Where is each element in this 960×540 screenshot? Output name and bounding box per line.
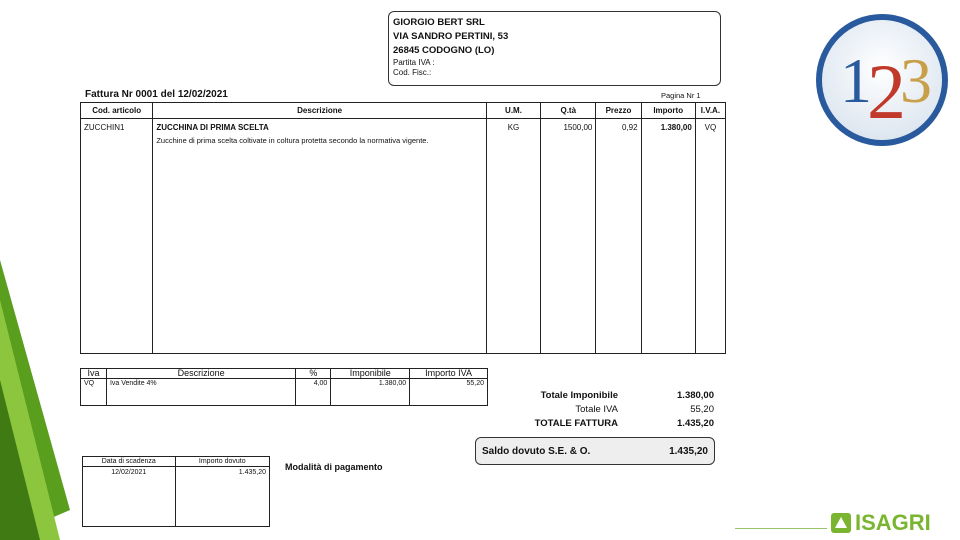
isagri-logo-text: ISAGRI xyxy=(855,510,931,535)
item-qty: 1500,00 xyxy=(541,119,596,354)
total-taxable-row xyxy=(500,389,714,403)
table-row xyxy=(83,467,270,527)
balance-due-box xyxy=(475,437,715,465)
vat-summary-table xyxy=(80,368,488,406)
item-unit: KG xyxy=(486,119,540,354)
vat-amount: 55,20 xyxy=(410,379,488,406)
isagri-divider-line xyxy=(735,528,827,529)
vat-description: Iva Vendite 4% xyxy=(106,379,295,406)
item-amount: 1.380,00 xyxy=(641,119,695,354)
svg-text:2: 2 xyxy=(867,48,906,135)
due-amount: 1.435,20 xyxy=(175,467,269,527)
item-vat: VQ xyxy=(695,119,725,354)
total-vat-label: Totale IVA xyxy=(575,404,618,415)
customer-name: GIORGIO BERT SRL xyxy=(393,17,485,28)
item-code: ZUCCHIN1 xyxy=(81,119,153,354)
vat-percent: 4,00 xyxy=(296,379,331,406)
item-description: ZUCCHINA DI PRIMA SCELTA xyxy=(156,123,269,132)
svg-text:3: 3 xyxy=(900,45,932,116)
header-vat: I.V.A. xyxy=(695,103,725,119)
balance-value: 1.435,20 xyxy=(669,445,708,457)
svg-text:1: 1 xyxy=(840,45,872,116)
due-header-amount: Importo dovuto xyxy=(175,457,269,467)
header-qty: Q.tà xyxy=(541,103,596,119)
123-logo-icon xyxy=(812,10,952,150)
header-amount: Importo xyxy=(641,103,695,119)
header-description: Descrizione xyxy=(153,103,487,119)
items-table xyxy=(80,102,726,354)
total-taxable-label: Totale Imponibile xyxy=(540,390,618,401)
due-table-header xyxy=(83,457,270,467)
isagri-leaf-icon xyxy=(830,512,852,534)
table-row xyxy=(81,379,488,406)
due-header-date: Data di scadenza xyxy=(83,457,176,467)
totals-block xyxy=(500,389,714,431)
vat-header-code: Iva xyxy=(81,369,107,379)
header-price: Prezzo xyxy=(596,103,641,119)
item-description-extra: Zucchine di prima scelta coltivate in coltura protetta secondo la normativa vigente. xyxy=(156,136,429,145)
customer-address: VIA SANDRO PERTINI, 53 xyxy=(393,31,509,42)
items-table-header xyxy=(81,103,726,119)
green-leaves-decoration xyxy=(0,260,80,540)
total-invoice-row xyxy=(500,417,714,431)
vat-header-amount: Importo IVA xyxy=(410,369,488,379)
vat-header-taxable: Imponibile xyxy=(331,369,410,379)
vat-code: VQ xyxy=(81,379,107,406)
vat-taxable: 1.380,00 xyxy=(331,379,410,406)
header-code: Cod. articolo xyxy=(81,103,153,119)
item-description-cell xyxy=(153,119,487,354)
customer-vat-label: Partita IVA : xyxy=(393,58,435,67)
payment-method-label: Modalità di pagamento xyxy=(285,462,383,472)
due-date-table xyxy=(82,456,270,527)
total-invoice-label: TOTALE FATTURA xyxy=(534,418,618,429)
total-vat-value: 55,20 xyxy=(690,404,714,415)
due-date: 12/02/2021 xyxy=(83,467,176,527)
page-number: Pagina Nr 1 xyxy=(661,91,701,100)
isagri-logo xyxy=(830,510,931,536)
total-taxable-value: 1.380,00 xyxy=(677,390,714,401)
vat-header-description: Descrizione xyxy=(106,369,295,379)
header-unit: U.M. xyxy=(486,103,540,119)
item-price: 0,92 xyxy=(596,119,641,354)
vat-summary-header xyxy=(81,369,488,379)
total-invoice-value: 1.435,20 xyxy=(677,418,714,429)
vat-header-percent: % xyxy=(296,369,331,379)
balance-label: Saldo dovuto S.E. & O. xyxy=(482,445,591,457)
customer-fiscal-label: Cod. Fisc.: xyxy=(393,68,432,77)
customer-address-box xyxy=(388,11,721,86)
invoice-title: Fattura Nr 0001 del 12/02/2021 xyxy=(85,89,228,100)
customer-city: 26845 CODOGNO (LO) xyxy=(393,45,495,56)
total-vat-row xyxy=(500,403,714,417)
table-row xyxy=(81,119,726,354)
